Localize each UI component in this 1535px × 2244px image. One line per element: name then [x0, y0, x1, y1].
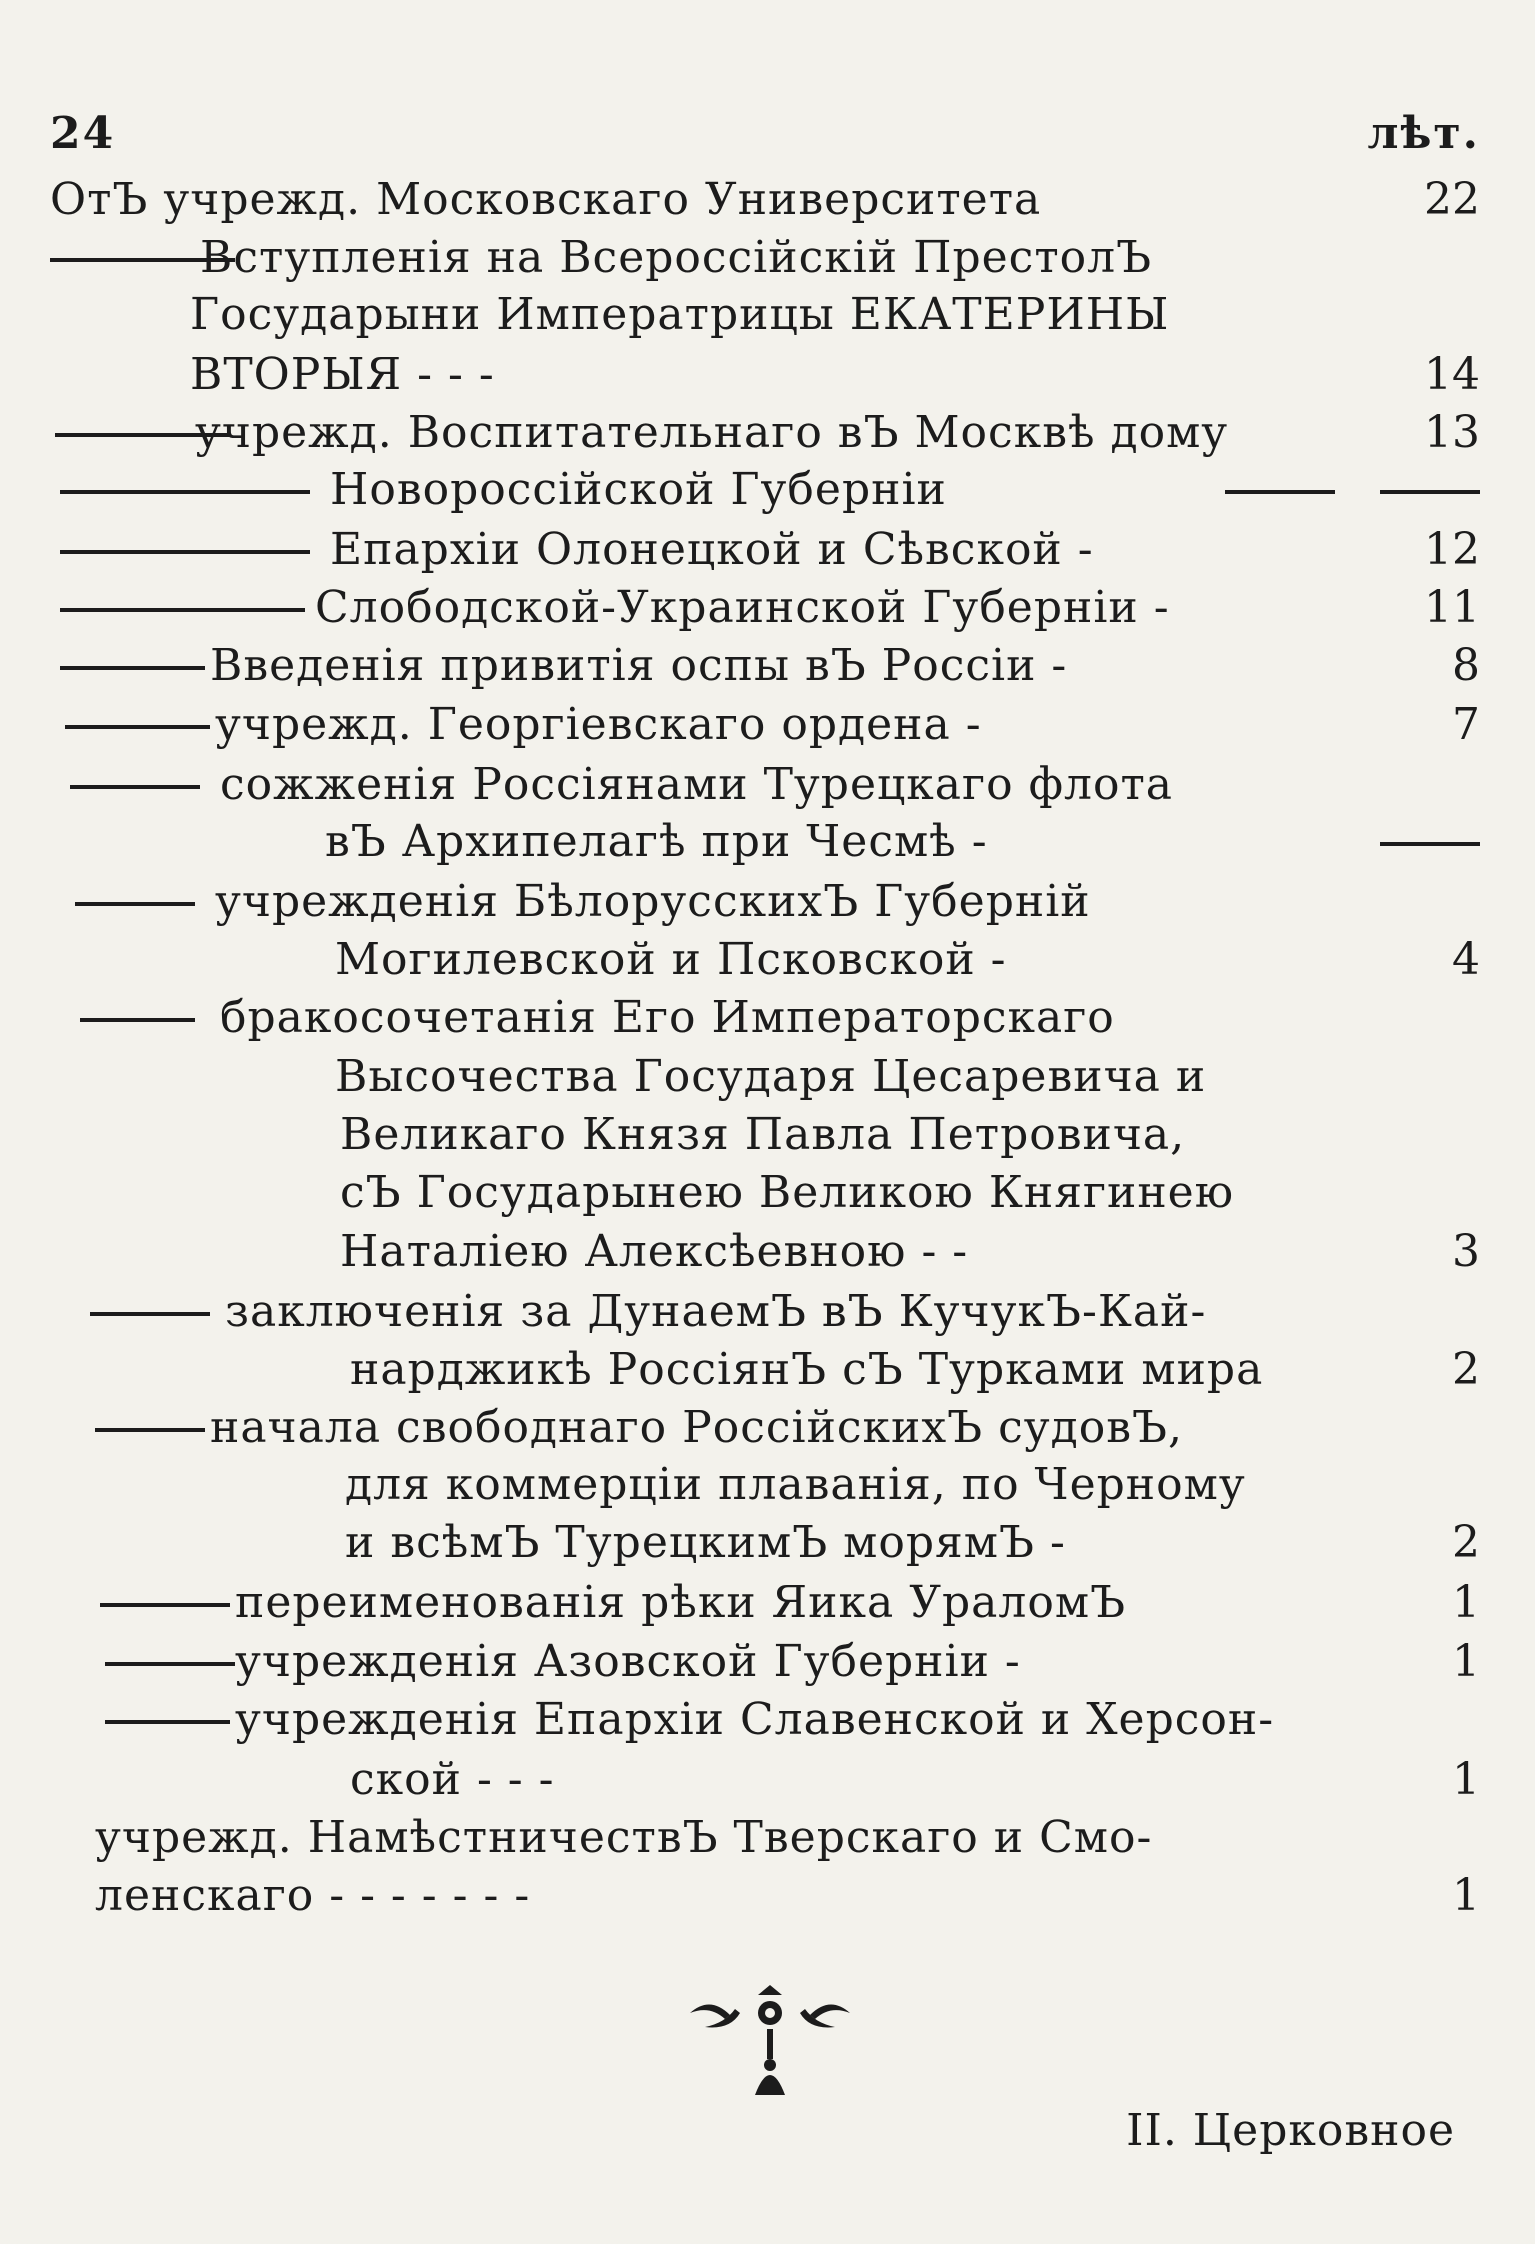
chronology-row	[0, 1340, 1535, 1400]
event-text: заключенія за ДунаемЪ вЪ КучукЪ-Кай-	[225, 1286, 1207, 1337]
ditto-dash	[60, 608, 305, 612]
chronology-row	[0, 1455, 1535, 1515]
years-value: 8	[1452, 640, 1480, 691]
ditto-dash	[1380, 490, 1480, 494]
ditto-dash	[1225, 490, 1335, 494]
column-label: лѣт.	[1367, 108, 1480, 159]
event-text: вЪ Архипелагѣ при Чесмѣ -	[325, 816, 988, 867]
ditto-dash	[65, 725, 210, 729]
chronology-row	[0, 930, 1535, 990]
chronology-row	[0, 1573, 1535, 1633]
event-text: сЪ Государынею Великою Княгинею	[340, 1167, 1235, 1218]
years-value: 3	[1452, 1226, 1480, 1277]
event-text: ОтЪ учрежд. Московскаго Университета	[50, 174, 1042, 225]
ditto-dash	[60, 666, 205, 670]
event-text: Могилевской и Псковской -	[335, 934, 1007, 985]
event-text: ленскаго - - - - - - -	[95, 1870, 531, 1921]
event-text: ВТОРЫЯ - - -	[190, 349, 495, 400]
chronology-row	[0, 1632, 1535, 1692]
event-text: нарджикѣ РоссіянЪ сЪ Турками мира	[350, 1344, 1264, 1395]
chronology-row	[0, 1163, 1535, 1223]
event-text: Наталіею Алексѣевною - -	[340, 1226, 969, 1277]
years-value: 2	[1452, 1517, 1480, 1568]
chronology-row	[0, 1513, 1535, 1573]
years-value: 4	[1452, 934, 1480, 985]
event-text: Государыни Императрицы ЕКАТЕРИНЫ	[190, 289, 1170, 340]
ditto-dash	[1380, 842, 1480, 846]
chronology-row	[0, 1690, 1535, 1750]
ditto-dash	[80, 1018, 195, 1022]
event-text: бракосочетанія Его Императорскаго	[220, 992, 1115, 1043]
chronology-row	[0, 1047, 1535, 1107]
event-text: учрежденія БѣлорусскихЪ Губерній	[215, 876, 1091, 927]
years-value: 11	[1424, 582, 1480, 633]
event-text: учрежд. Воспитательнаго вЪ Москвѣ дому	[195, 407, 1229, 458]
catchword: II. Церковное	[1126, 2105, 1455, 2156]
chronology-row	[0, 1398, 1535, 1458]
event-text: ской - - -	[350, 1754, 555, 1805]
years-value: 1	[1452, 1636, 1480, 1687]
chronology-row	[0, 636, 1535, 696]
event-text: Вступленія на Всероссійскій ПрестолЪ	[200, 232, 1153, 283]
chronology-row	[0, 812, 1535, 872]
ditto-dash	[75, 902, 195, 906]
chronology-row	[0, 1750, 1535, 1810]
page-number: 24	[50, 108, 116, 159]
chronology-row	[0, 403, 1535, 463]
event-text: переименованія рѣки Яика УраломЪ	[235, 1577, 1127, 1628]
years-value: 1	[1452, 1754, 1480, 1805]
chronology-row	[0, 345, 1535, 405]
chronology-row	[0, 520, 1535, 580]
event-text: учрежденія Епархіи Славенской и Херсон-	[235, 1694, 1275, 1745]
event-text: учрежд. Георгіевскаго ордена -	[215, 699, 982, 750]
years-value: 22	[1424, 174, 1480, 225]
years-value: 2	[1452, 1344, 1480, 1395]
ditto-dash	[60, 550, 310, 554]
event-text: Введенія привитія оспы вЪ Россіи -	[210, 640, 1068, 691]
chronology-row	[0, 988, 1535, 1048]
chronology-row	[0, 1866, 1535, 1926]
chronology-row	[0, 1222, 1535, 1282]
event-text: учрежд. НамѣстничествЪ Тверскаго и Смо-	[95, 1812, 1153, 1863]
ditto-dash	[90, 1312, 210, 1316]
ornament-icon	[670, 1985, 870, 2100]
chronology-row	[0, 228, 1535, 288]
years-value: 14	[1424, 349, 1480, 400]
event-text: сожженія Россіянами Турецкаго флота	[220, 759, 1174, 810]
years-value: 1	[1452, 1870, 1480, 1921]
chronology-row	[0, 460, 1535, 520]
event-text: для коммерціи плаванія, по Черному	[345, 1459, 1246, 1510]
ditto-dash	[105, 1662, 235, 1666]
event-text: Епархіи Олонецкой и Сѣвской -	[330, 524, 1094, 575]
ditto-dash	[100, 1603, 230, 1607]
event-text: Новороссійской Губерніи	[330, 464, 947, 515]
event-text: начала свободнаго РоссійскихЪ судовЪ,	[210, 1402, 1183, 1453]
chronology-row	[0, 1105, 1535, 1165]
years-value: 13	[1424, 407, 1480, 458]
chronology-row	[0, 285, 1535, 345]
ditto-dash	[95, 1428, 205, 1432]
event-text: Великаго Князя Павла Петровича,	[340, 1109, 1186, 1160]
chronology-row	[0, 872, 1535, 932]
event-text: Слободской-Украинской Губерніи -	[315, 582, 1170, 633]
event-text: Высочества Государя Цесаревича и	[335, 1051, 1207, 1102]
years-value: 12	[1424, 524, 1480, 575]
event-text: и всѣмЪ ТурецкимЪ морямЪ -	[345, 1517, 1066, 1568]
years-value: 1	[1452, 1577, 1480, 1628]
event-text: учрежденія Азовской Губерніи -	[235, 1636, 1021, 1687]
chronology-row	[0, 170, 1535, 230]
ditto-dash	[70, 785, 200, 789]
chronology-row	[0, 1808, 1535, 1868]
chronology-row	[0, 1282, 1535, 1342]
chronology-row	[0, 578, 1535, 638]
chronology-row	[0, 695, 1535, 755]
ditto-dash	[60, 490, 310, 494]
years-value: 7	[1452, 699, 1480, 750]
ditto-dash	[105, 1720, 230, 1724]
chronology-row	[0, 755, 1535, 815]
